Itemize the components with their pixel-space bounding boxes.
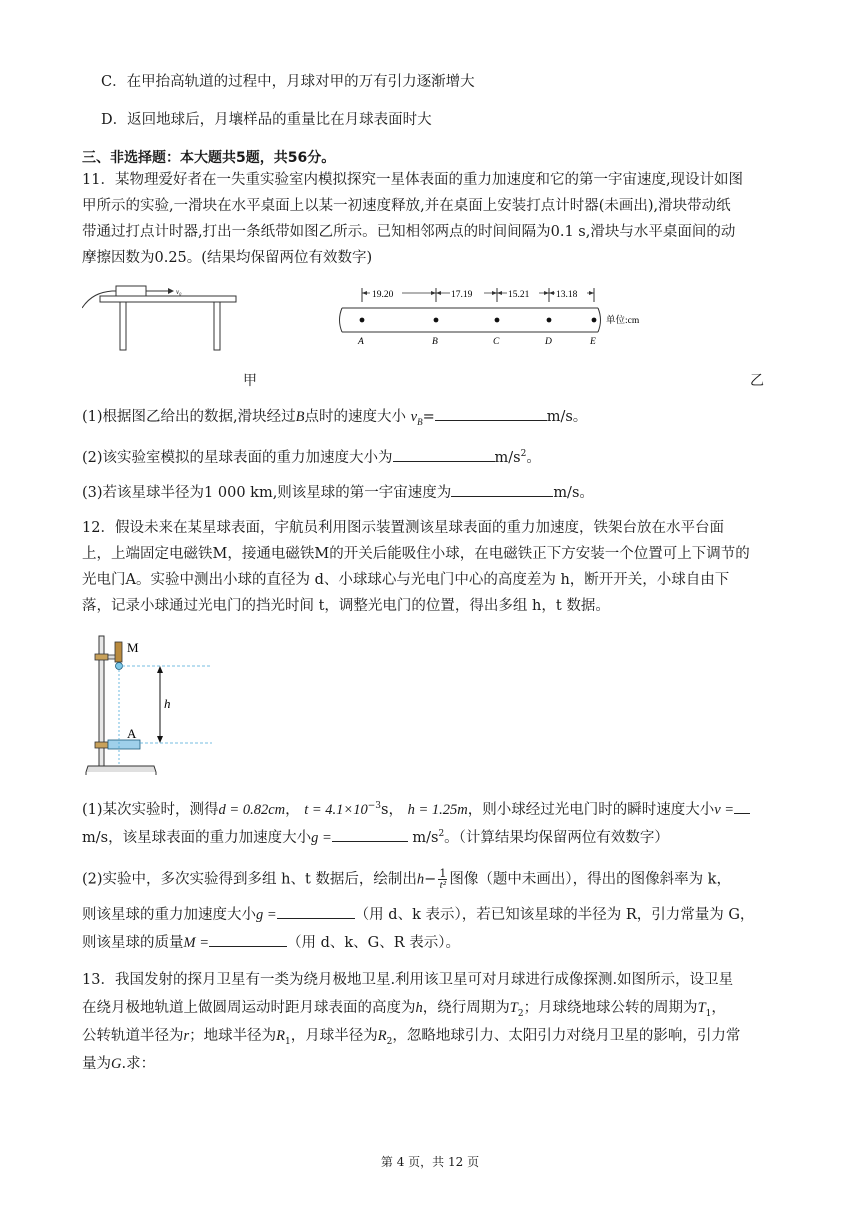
- q12-line-3: 光电门A。实验中测出小球的直径为 d、小球球心与光电门中心的高度差为 h，断开开关，小球自由下: [82, 572, 730, 588]
- fraction-1-over-t2: $\frac{1}{\text{t²}}$: [439, 867, 447, 891]
- answer-blank-m[interactable]: [209, 932, 287, 947]
- answer-blank-g[interactable]: [332, 827, 408, 842]
- segment-bc: 17.19: [451, 290, 473, 300]
- q12-sub1-line2: m/s，该星球表面的重力加速度大小$g = m/s^2$。（计算结果均保留两位有效数字）: [82, 824, 669, 848]
- q11-sub2: (2)该实验室模拟的星球表面的重力加速度大小为 $m/s^2$。: [82, 444, 541, 468]
- q11-line-2: 甲所示的实验,一滑块在水平桌面上以某一初速度释放,并在桌面上安装打点计时器(未画出),滑块带动纸: [82, 198, 731, 214]
- q12-sub2-line3: 则该星球的质量M = （用 d、k、G、R 表示）。: [82, 932, 460, 953]
- q11-line-3: 带通过打点计时器,打出一条纸带如图乙所示。已知相邻两点的时间间隔为0.1 s,滑块与水平桌面间的动: [82, 224, 736, 240]
- v0-label: v₀: [176, 288, 182, 296]
- q13-line-3: 公转轨道半径为r；地球半径为$R_1$，月球半径为$R_2$，忽略地球引力、太阳引力对绕月卫星的影响，引力常: [82, 1028, 741, 1047]
- figure-jia-table: [82, 282, 242, 354]
- label-m: M: [127, 640, 139, 655]
- q11-sub3: (3)若该星球半径为1 000 km,则该星球的第一宇宙速度为 m/s。: [82, 482, 594, 503]
- segment-de: 13.18: [556, 290, 578, 300]
- figure-yi-label: 乙: [750, 373, 764, 389]
- section-title: 三、非选择题：本大题共5题，共56分。: [82, 150, 336, 166]
- q11-line-1: 11．某物理爱好者在一失重实验室内模拟探究一星体表面的重力加速度和它的第一宇宙速度,现设计如图: [82, 172, 744, 188]
- q13-line-2: 在绕月极地轨道上做圆周运动时距月球表面的高度为h，绕行周期为$T_2$；月球绕地球公转的周期为$T_1$，: [82, 1000, 726, 1019]
- q12-sub1-line1: (1)某次实验时，测得d = 0.82cm， $t = 4.1\times 10^{-3}s$， h = 1.25m，则小球经过光电门时的瞬时速度大小v =: [82, 796, 750, 820]
- q12-sub2-line1: (2)实验中，多次实验得到多组 h、t 数据后，绘制出h− $\frac{1}{\text{t²}}$ 图像（题中未画出），得出的图像斜率为 k，: [82, 867, 731, 891]
- point-b: B: [432, 337, 438, 347]
- figure-yi-tape: [336, 280, 676, 350]
- point-c: C: [493, 337, 500, 347]
- segment-cd: 15.21: [508, 290, 530, 300]
- label-h: h: [164, 696, 171, 711]
- q13-line-4: 量为G.求：: [82, 1056, 156, 1072]
- figure-jia-label: 甲: [243, 373, 257, 389]
- q13-line-1: 13．我国发射的探月卫星有一类为绕月极地卫星.利用该卫星可对月球进行成像探测.如图所示，设卫星: [82, 972, 734, 988]
- page-footer: 第 4 页，共 12 页: [380, 1155, 480, 1169]
- answer-blank-1[interactable]: [435, 406, 547, 421]
- answer-blank-3[interactable]: [451, 482, 553, 497]
- q12-line-2: 上，上端固定电磁铁M，接通电磁铁M的开关后能吸住小球，在电磁铁正下方安装一个位置可上下调节的: [82, 546, 750, 562]
- answer-blank-2[interactable]: [393, 447, 495, 462]
- answer-blank-v[interactable]: [734, 799, 750, 814]
- q11-line-4: 摩擦因数为0.25。(结果均保留两位有效数字): [82, 250, 373, 266]
- option-c: C．在甲抬高轨道的过程中，月球对甲的万有引力逐渐增大: [101, 74, 475, 90]
- figure-iron-stand: [82, 632, 242, 778]
- point-d: D: [545, 337, 552, 347]
- tape-unit: 单位:cm: [606, 316, 640, 326]
- label-a: A: [127, 726, 137, 741]
- point-e: E: [590, 337, 596, 347]
- q12-line-4: 落，记录小球通过光电门的挡光时间 t，调整光电门的位置，得出多组 h，t 数据。: [82, 598, 610, 614]
- point-a: A: [358, 337, 364, 347]
- q11-sub1: (1)根据图乙给出的数据,滑块经过B点时的速度大小 $v_B= m/s$。: [82, 406, 587, 432]
- q12-sub2-line2: 则该星球的重力加速度大小g = （用 d、k 表示），若已知该星球的半径为 R，引力常量为 G，: [82, 904, 754, 925]
- segment-ab: 19.20: [372, 290, 394, 300]
- q12-line-1: 12．假设未来在某星球表面，宇航员利用图示装置测该星球表面的重力加速度，铁架台放在水平台面: [82, 520, 724, 536]
- option-d: D．返回地球后，月壤样品的重量比在月球表面时大: [101, 112, 432, 128]
- answer-blank-g2[interactable]: [277, 904, 355, 919]
